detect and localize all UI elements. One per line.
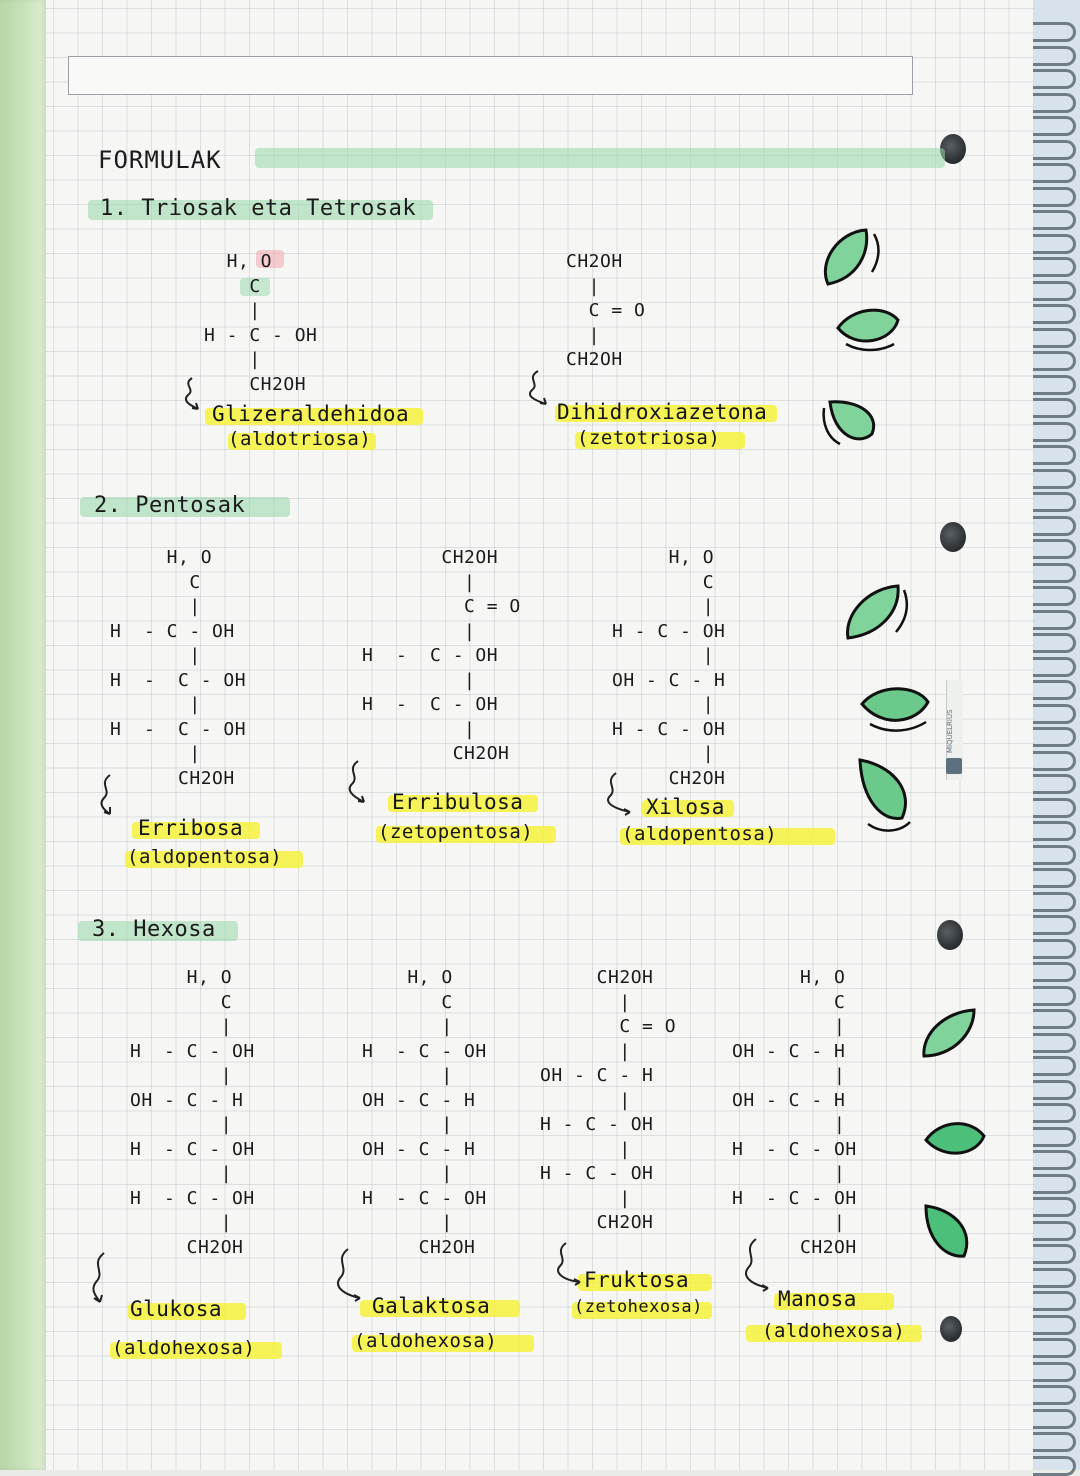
spiral-coil [1033,657,1076,677]
formula-line: | [362,620,476,642]
molecule-name: Fruktosa [584,1268,690,1292]
formula-line: | [566,324,601,346]
formula-line: C [130,991,233,1013]
formula-line: H - C - OH [362,1187,487,1209]
formula-line: | [540,1187,631,1209]
molecule-type: (aldohexosa) [762,1320,906,1342]
molecule-type: (aldopentosa) [127,846,283,868]
spiral-coil [1033,1315,1076,1335]
formula-line: C = O [566,300,646,321]
molecule-name: Manosa [778,1287,857,1311]
spiral-coil [1033,1362,1076,1382]
formula-line: CH2OH [566,349,623,370]
formula-line: | [732,1212,846,1233]
formula-line: OH - C - H [732,1089,846,1111]
spiral-coil [1033,845,1076,865]
formula-line: H - C - OH [362,1040,487,1062]
formula-line: | [362,1163,453,1184]
formula-line: | [362,718,476,740]
structural-formula [362,966,487,1260]
spiral-coil [1033,868,1076,888]
formula-line: H, O [612,547,715,568]
spiral-coil [1033,1268,1076,1288]
formula-line: H - C - OH [110,718,247,740]
spiral-coil [1033,422,1076,442]
formula-line: H - C - OH [110,620,235,642]
spiral-coil [1033,704,1076,724]
formula-line: CH2OH [110,767,235,789]
formula-line: | [130,1212,233,1233]
structural-formula [204,250,317,397]
leaf-doodle-icon [850,752,918,838]
formula-line: | [732,1016,846,1037]
molecule-type: (zetotriosa) [577,427,721,449]
formula-line: | [362,1016,453,1037]
spiral-coil [1033,1150,1076,1170]
formula-line: | [362,1065,453,1086]
formula-line: C = O [362,596,521,617]
formula-line: | [540,1089,631,1111]
spiral-coil [1033,304,1076,324]
formula-line: H - C - OH [130,1040,255,1062]
punch-hole [937,920,963,950]
spiral-coil [1033,398,1076,418]
header-box [68,56,913,95]
page-edge-tab [0,0,46,1470]
leaf-doodle-icon [920,1112,990,1168]
curved-arrow-icon [88,1250,118,1306]
formula-line: CH2OH [130,1236,244,1258]
title-highlight [255,148,945,168]
formula-line: | [362,571,476,593]
formula-line: H - C - OH [362,645,499,666]
leaf-doodle-icon [856,678,936,738]
formula-line: | [566,275,601,297]
formula-line: | [130,1016,233,1037]
formula-line: | [130,1114,233,1135]
spiral-coil [1033,986,1076,1006]
formula-line: OH - C - H [540,1065,654,1086]
leaf-doodle-icon [832,300,906,356]
formula-line: | [732,1163,846,1184]
formula-line: H - C - OH [130,1138,255,1160]
formula-line: C [362,991,453,1013]
formula-line: | [362,669,476,691]
molecule-type: (aldopentosa) [622,823,778,845]
formula-line: CH2OH [362,743,510,764]
formula-line: | [130,1163,233,1184]
spiral-coil [1033,1244,1076,1264]
molecule-name: Galaktosa [372,1294,491,1318]
spiral-coil [1033,751,1076,771]
spiral-coil [1033,1033,1076,1053]
formula-line: C [204,275,261,297]
formula-line: CH2OH [732,1236,857,1258]
formula-line: C = O [540,1016,677,1037]
formula-line: H, O [204,251,273,272]
spiral-coil [1033,257,1076,277]
spiral-coil [1033,892,1076,912]
spiral-coil [1033,798,1076,818]
molecule-type: (zetopentosa) [378,821,534,843]
spiral-coil [1033,1197,1076,1217]
formula-line: OH - C - H [362,1089,476,1111]
spiral-coil [1033,821,1076,841]
spiral-coil [1033,1221,1076,1241]
formula-line: OH - C - H [732,1040,846,1062]
spiral-coil [1033,680,1076,700]
molecule-name: Xilosa [646,795,725,819]
spiral-coil [1033,610,1076,630]
formula-line: H - C - OH [732,1138,857,1160]
formula-line: CH2OH [204,373,307,395]
spiral-coil [1033,1409,1076,1429]
formula-line: H, O [110,547,213,568]
formula-line: H - C - OH [732,1187,857,1209]
molecule-name: Erribulosa [392,790,524,814]
formula-line: | [110,694,201,715]
formula-line: H - C - OH [612,718,726,740]
spiral-coil [1033,116,1076,136]
spiral-coil [1033,774,1076,794]
formula-line: | [110,743,201,764]
curved-arrow-icon [740,1236,776,1292]
spiral-coil [1033,1080,1076,1100]
leaf-doodle-icon [916,1198,978,1266]
formula-line: CH2OH [540,967,654,988]
spiral-coil [1033,1456,1076,1476]
formula-line: | [612,694,715,715]
spiral-coil [1033,962,1076,982]
molecule-type: (aldotriosa) [228,428,372,450]
spiral-coil [1033,22,1076,42]
formula-line: | [362,1212,453,1233]
curved-arrow-icon [180,375,210,415]
spiral-coil [1033,163,1076,183]
formula-line: CH2OH [362,1236,476,1258]
formula-line: CH2OH [612,767,726,789]
spiral-coil [1033,915,1076,935]
molecule-type: (aldohexosa) [354,1330,498,1352]
spiral-coil [1033,328,1076,348]
leaf-doodle-icon [838,578,912,646]
formula-line: CH2OH [566,251,623,272]
molecule-name: Dihidroxiazetona [557,400,768,424]
spiral-coil [1033,187,1076,207]
spiral-coil [1033,1338,1076,1358]
formula-line: H - C - OH [110,669,247,691]
spiral-coil [1033,69,1076,89]
spiral-coil [1033,469,1076,489]
spiral-coil [1033,1056,1076,1076]
formula-line: | [540,1040,631,1062]
formula-line: H - C - OH [540,1163,654,1184]
formula-line: | [540,1138,631,1160]
spiral-coil [1033,1385,1076,1405]
formula-line: | [612,743,715,764]
spiral-coil [1033,1291,1076,1311]
formula-line: H, O [130,967,233,988]
section-heading: 3. Hexosa [92,917,216,942]
formula-line: | [110,596,201,617]
formula-line: | [540,991,631,1013]
structural-formula [566,250,645,373]
spiral-coil [1033,46,1076,66]
formula-line: H - C - OH [362,694,499,715]
curved-arrow-icon [344,758,374,806]
spiral-coil [1033,492,1076,512]
spiral-coil [1033,351,1076,371]
spiral-coil [1033,633,1076,653]
structural-formula [110,546,246,791]
formula-line: H, O [362,967,453,988]
formula-line: C [612,571,715,593]
structural-formula [732,966,857,1260]
page-title: FORMULAK [98,146,222,174]
formula-line: | [612,645,715,666]
leaf-doodle-icon [814,222,884,296]
formula-line: OH - C - H [612,669,726,691]
formula-line: OH - C - H [130,1089,244,1111]
formula-line: C [110,571,201,593]
molecule-type: (zetohexosa) [574,1297,703,1317]
structural-formula [362,546,521,767]
formula-line: | [362,1114,453,1135]
punch-hole [940,1316,962,1342]
spiral-binding [1034,0,1080,1470]
spiral-coil [1033,93,1076,113]
molecule-type: (aldohexosa) [112,1337,256,1359]
spiral-coil [1033,445,1076,465]
curved-arrow-icon [332,1246,368,1302]
spiral-coil [1033,539,1076,559]
formula-line: | [204,300,261,321]
structural-formula [130,966,255,1260]
formula-line: | [130,1065,233,1086]
formula-line: OH - C - H [362,1138,476,1160]
spiral-coil [1033,140,1076,160]
spiral-coil [1033,1174,1076,1194]
formula-line: | [110,645,201,666]
molecule-name: Glukosa [130,1297,223,1321]
formula-line: H - C - OH [612,620,726,642]
formula-line: H - C - OH [540,1114,654,1135]
formula-line: H - C - OH [204,324,318,346]
spiral-coil [1033,234,1076,254]
structural-formula [612,546,725,791]
leaf-doodle-icon [916,1002,982,1064]
formula-line: CH2OH [362,547,499,568]
formula-line: C [732,991,846,1013]
spiral-coil [1033,210,1076,230]
molecule-name: Erribosa [138,816,244,840]
curved-arrow-icon [524,368,554,410]
formula-line: CH2OH [540,1212,654,1233]
spiral-coil [1033,1432,1076,1452]
brand-logo-icon [946,758,962,774]
curved-arrow-icon [96,772,126,818]
structural-formula [540,966,676,1236]
spiral-coil [1033,1103,1076,1123]
spiral-coil [1033,375,1076,395]
formula-line: H, O [732,967,846,988]
spiral-coil [1033,1009,1076,1029]
spiral-coil [1033,281,1076,301]
section-heading: 2. Pentosak [94,493,246,518]
formula-line: | [612,596,715,617]
formula-line: | [732,1065,846,1086]
spiral-coil [1033,516,1076,536]
spiral-coil [1033,563,1076,583]
formula-line: H - C - OH [130,1187,255,1209]
brand-label: MIQUELRIUS [946,709,954,753]
spiral-coil [1033,586,1076,606]
section-heading: 1. Triosak eta Tetrosak [100,196,417,221]
curved-arrow-icon [602,770,638,816]
formula-line: | [204,349,261,370]
curved-arrow-icon [552,1240,588,1288]
spiral-coil [1033,939,1076,959]
spiral-coil [1033,1127,1076,1147]
molecule-name: Glizeraldehidoa [212,402,410,426]
formula-line: | [732,1114,846,1135]
punch-hole [940,522,966,552]
spiral-coil [1033,727,1076,747]
leaf-doodle-icon [818,394,884,448]
